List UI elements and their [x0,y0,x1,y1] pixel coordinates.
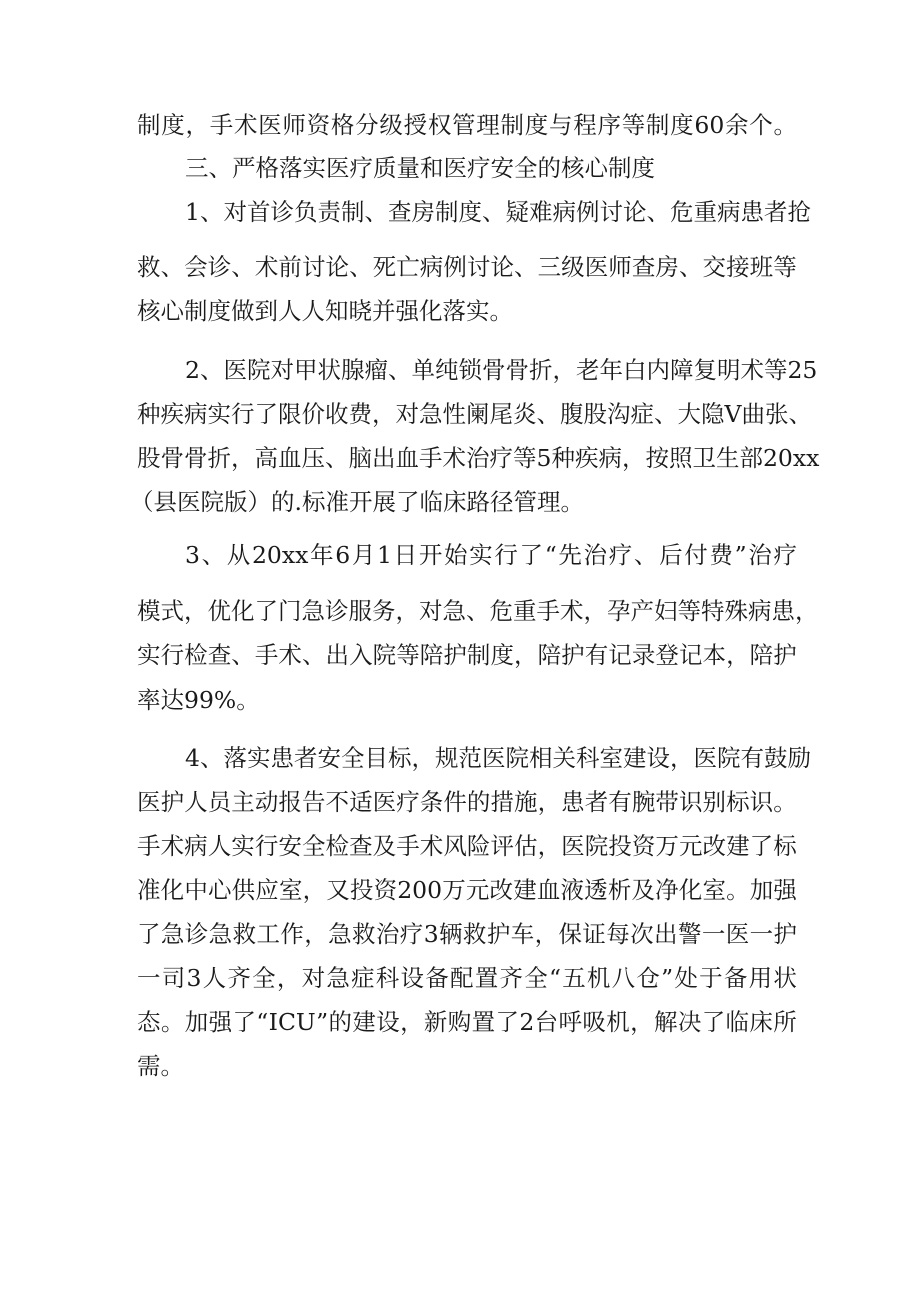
text-line: 手 术 病 人 实 行 安 全 检 查 及 手 术 风 险 评 估 ， 医 院 投 资 万 元 改 建 了 标 [137,832,797,860]
text-line: 医 护 人 员 主 动 报 告 不 适 医 疗 条 件 的 措 施 ， 患 者 有 腕 带 识 别 标 识 。 [137,788,797,816]
text-line: 1 、 对 首 诊 负 责 制 、 查 房 制 度 、 疑 难 病 例 讨 论 、 危 重 病 患 者 抢 [185,198,811,226]
text-line: 率达99%。 [137,686,260,714]
text-line: 2 、 医 院 对 甲 状 腺 瘤 、 单 纯 锁 骨 骨 折 ， 老 年 白 内 障 复 明 术 等 25 [185,356,818,384]
text-line: 核心制度做到人人知晓并强化落实。 [137,297,513,325]
text-line: 模 式 ， 优 化 了 门 急 诊 服 务 ， 对 急 、 危 重 手 术 ， 孕 产 妇 等 特 殊 病 患 ， [137,597,819,625]
text-line: 救 、 会 诊 、 术 前 讨 论 、 死 亡 病 例 讨 论 、 三 级 医 师 查 房 、 交 接 班 等 [137,253,797,281]
section-heading: 三、严格落实医疗质量和医疗安全的核心制度 [185,154,655,182]
text-line: 了 急 诊 急 救 工 作 ， 急 救 治 疗 3 辆 救 护 车 ， 保 证 每 次 出 警 一 医 一 护 [137,920,797,948]
text-line: 态 。 加 强 了 “ ICU ” 的 建 设 ， 新 购 置 了 2 台 呼 吸 机 ， 解 决 了 临 床 所 [137,1008,797,1036]
text-line: 准 化 中 心 供 应 室 ， 又 投 资 200 万 元 改 建 血 液 透 析 及 净 化 室 。 加 强 [137,876,797,904]
text-line: 种 疾 病 实 行 了 限 价 收 费 ， 对 急 性 阑 尾 炎 、 腹 股 沟 症 、 大 隐 V 曲 张 、 [137,400,812,428]
text-line: 制 度 ， 手 术 医 师 资 格 分 级 授 权 管 理 制 度 与 程 序 等 制 度 60 余 个 。 [137,111,797,139]
text-line: 一 司 3 人 齐 全 ， 对 急 症 科 设 备 配 置 齐 全 “ 五 机 八 仓 ” 处 于 备 用 状 [137,964,797,992]
text-line: （县医院版）的.标准开展了临床路径管理。 [130,488,584,516]
text-line: 股 骨 骨 折 ， 高 血 压 、 脑 出 血 手 术 治 疗 等 5 种 疾 病 ， 按 照 卫 生 部 20xx [137,444,820,472]
text-line: 实 行 检 查 、 手 术 、 出 入 院 等 陪 护 制 度 ， 陪 护 有 记 录 登 记 本 ， 陪 护 [137,641,797,669]
text-line: 需。 [137,1052,184,1080]
text-line: 3 、 从 20xx 年 6 月 1 日 开 始 实 行 了 “ 先 治 疗 、 后 付 费 ” 治 疗 [185,541,797,569]
text-line: 4 、 落 实 患 者 安 全 目 标 ， 规 范 医 院 相 关 科 室 建 设 ， 医 院 有 鼓 励 [185,744,811,772]
